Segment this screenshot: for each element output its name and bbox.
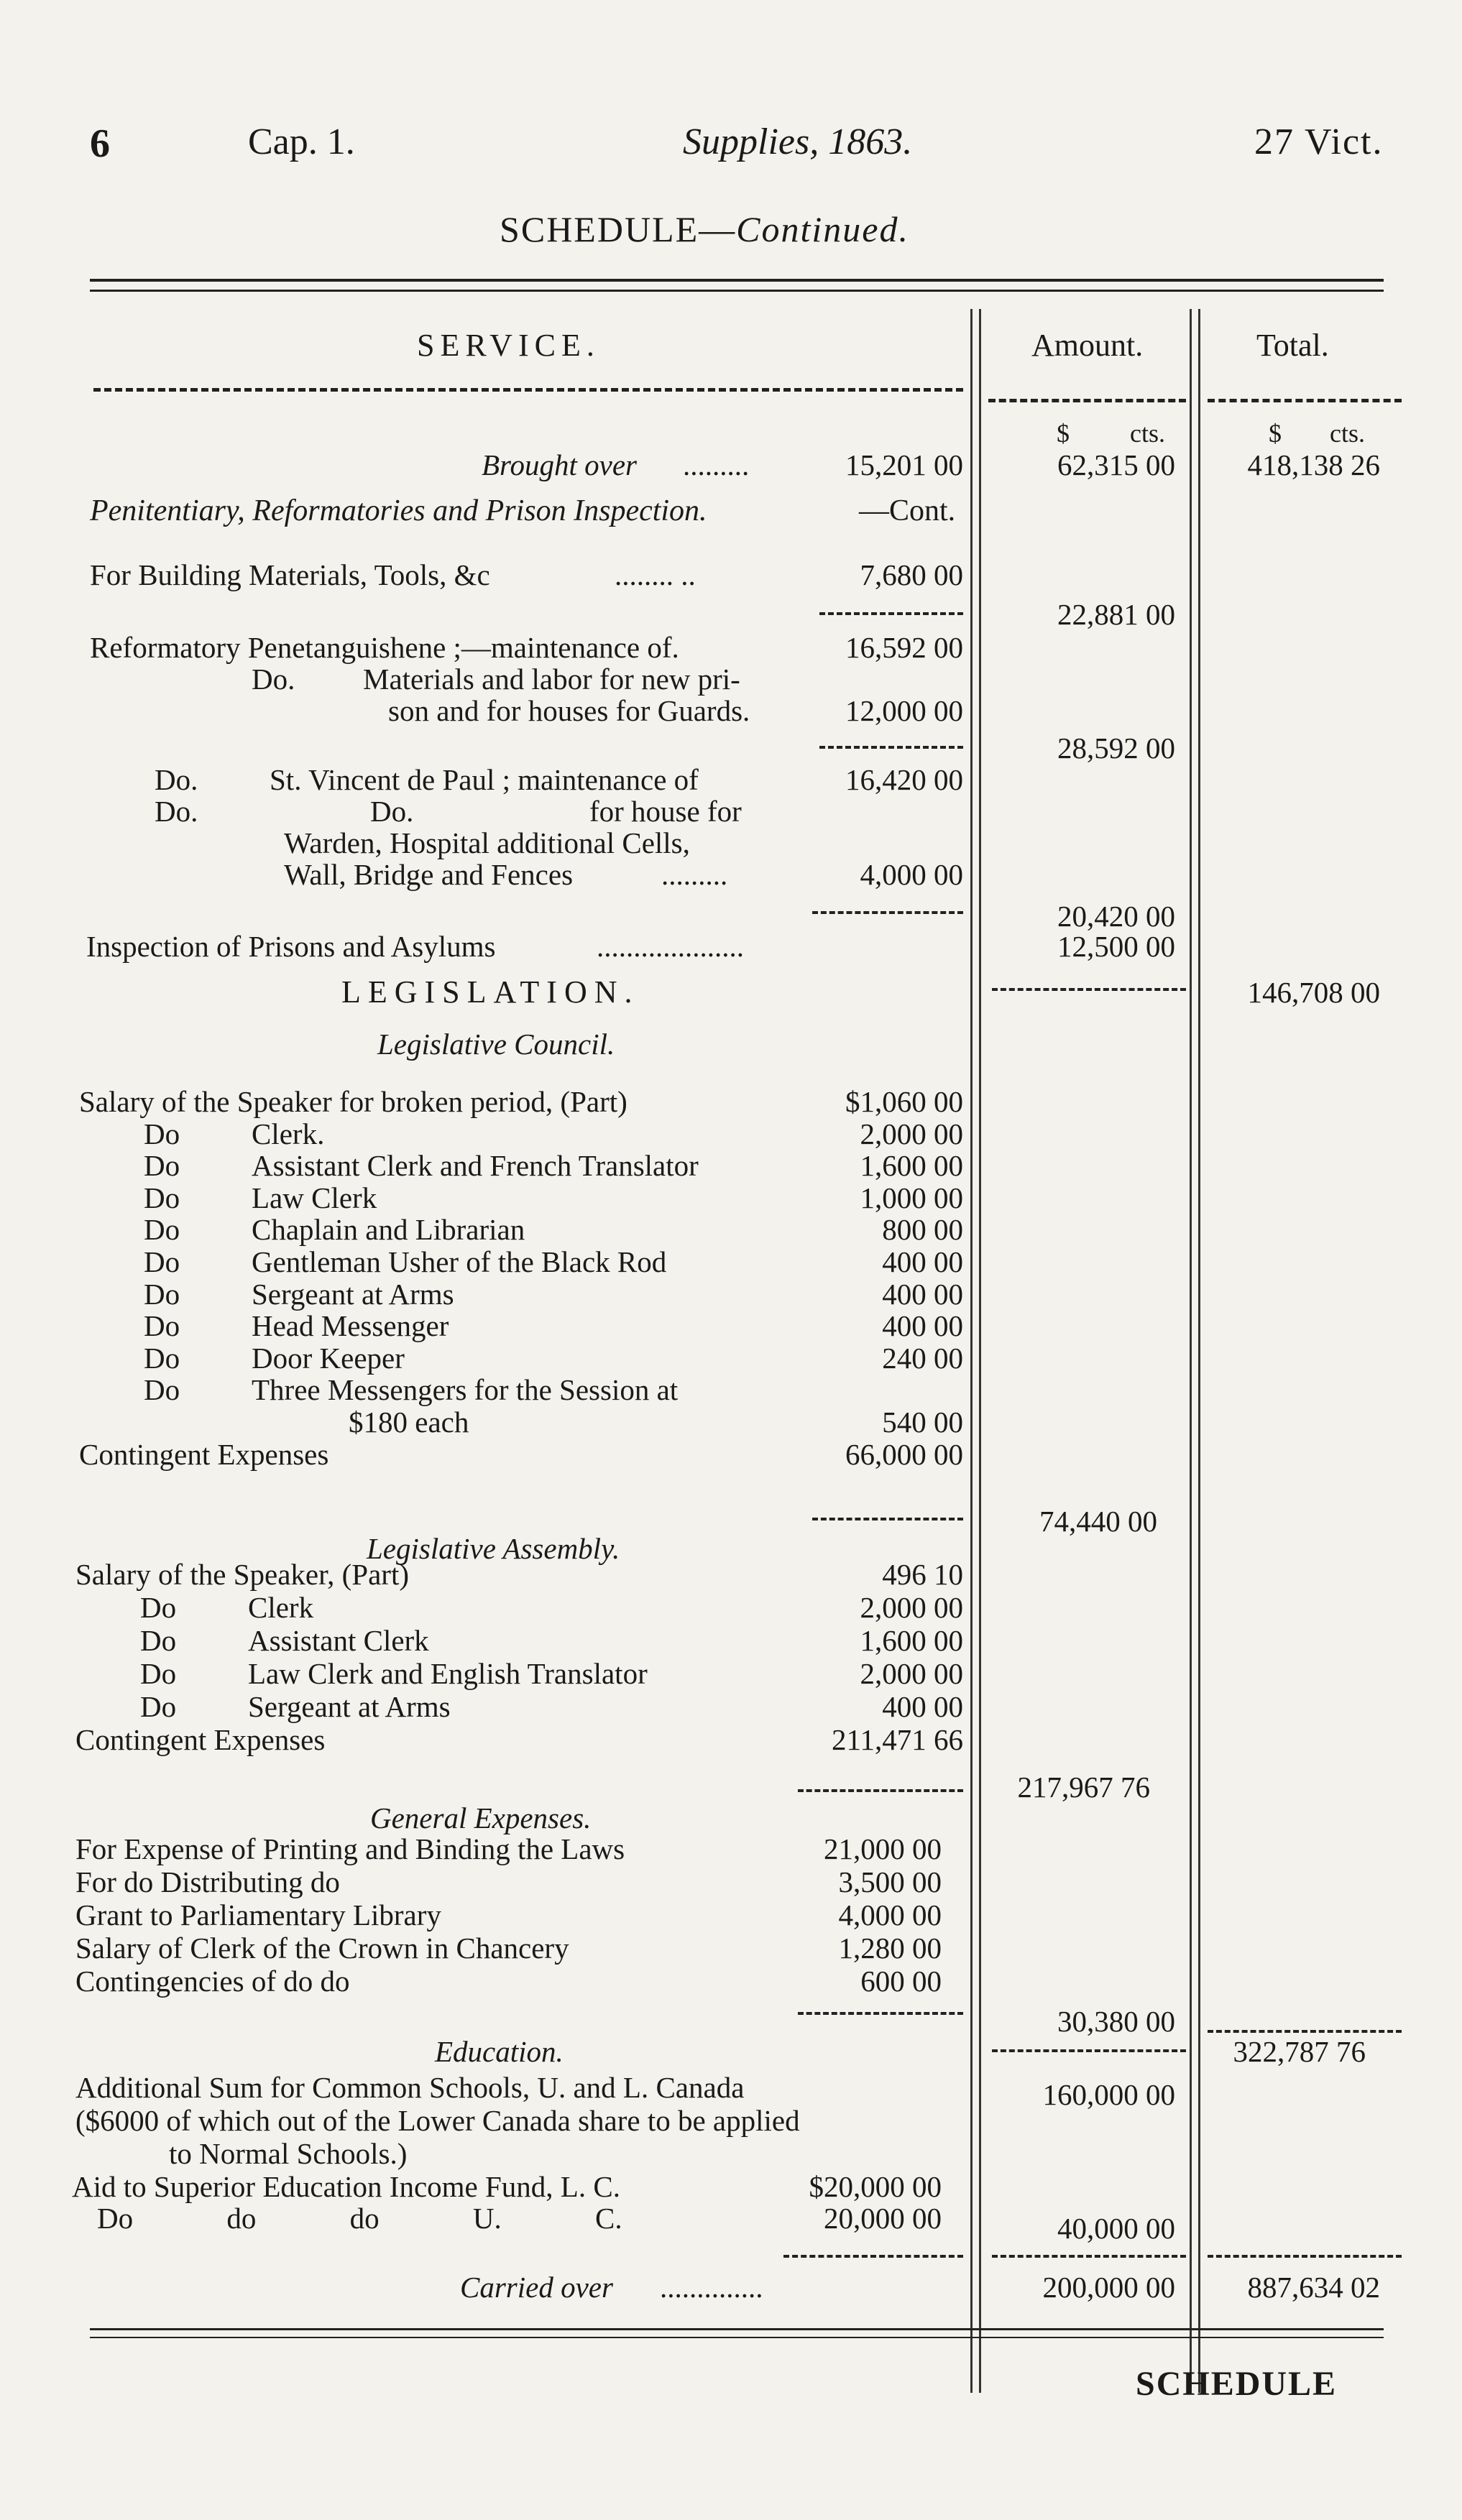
council-item xyxy=(0,1340,1462,1376)
top-rule xyxy=(90,279,1384,282)
regnal-year: 27 Vict. xyxy=(1254,121,1384,162)
amount-dollar-unit: $ xyxy=(1057,419,1070,448)
assembly-item xyxy=(0,1589,1462,1625)
building-row xyxy=(0,557,1462,593)
council-item xyxy=(0,1211,1462,1247)
schedule-title-main: SCHEDULE— xyxy=(500,209,737,249)
page-number: 6 xyxy=(90,121,110,166)
ditto-mark: Do xyxy=(140,1624,177,1657)
ditto-mark: Do. xyxy=(370,795,414,828)
ditto-mark: Do xyxy=(144,1245,180,1278)
ditto-mark: Do xyxy=(144,1149,180,1183)
common-schools-amount: 160,000 00 xyxy=(1042,2078,1175,2111)
assembly-item-label: Law Clerk and English Translator xyxy=(248,1657,648,1690)
council-item-label: Contingent Expenses xyxy=(79,1437,329,1471)
general-item xyxy=(0,1897,1462,1933)
general-item xyxy=(0,1930,1462,1966)
general-item-value: 4,000 00 xyxy=(838,1898,942,1931)
ditto-mark: Do xyxy=(140,1657,177,1690)
st-vincent-sub1: 16,420 00 xyxy=(845,763,963,796)
council-subtotal: 74,440 00 xyxy=(1039,1505,1157,1538)
council-item xyxy=(0,1084,1462,1120)
general-item-label: Salary of Clerk of the Crown in Chancery xyxy=(75,1931,569,1965)
schedule-title xyxy=(0,208,1409,250)
header-rule-total xyxy=(1208,399,1402,402)
general-item xyxy=(0,1831,1462,1867)
council-item-value: 400 00 xyxy=(882,1309,963,1343)
superior-value1: $20,000 00 xyxy=(809,2170,942,2203)
assembly-item xyxy=(0,1722,1462,1758)
council-item xyxy=(0,1308,1462,1344)
ditto-mark: Do xyxy=(144,1213,180,1247)
assembly-item-value: 211,471 66 xyxy=(832,1723,963,1756)
council-item-value: 240 00 xyxy=(882,1341,963,1375)
general-item-value: 600 00 xyxy=(860,1965,942,1998)
carried-over-amount: 200,000 00 xyxy=(1042,2271,1175,2304)
ditto-mark: Do xyxy=(144,1181,180,1214)
education-heading: Education. xyxy=(435,2035,564,2068)
general-item-label: Grant to Parliamentary Library xyxy=(75,1898,441,1931)
council-item xyxy=(0,1148,1462,1183)
council-item-value: 1,000 00 xyxy=(860,1181,963,1214)
carried-over-total: 887,634 02 xyxy=(1247,2271,1380,2304)
ditto-mark: Do xyxy=(144,1277,180,1311)
chapter-label: Cap. 1. xyxy=(248,121,355,162)
reformatory-row xyxy=(0,629,1462,665)
council-item-value: 400 00 xyxy=(882,1245,963,1278)
catchword: SCHEDULE xyxy=(1136,2365,1338,2403)
council-item-label: Assistant Clerk and French Translator xyxy=(252,1149,699,1183)
brought-over-sub: 15,201 00 xyxy=(845,448,963,481)
total-cents-unit: cts. xyxy=(1330,419,1365,448)
council-item xyxy=(0,1180,1462,1216)
assembly-item xyxy=(0,1656,1462,1691)
assembly-item xyxy=(0,1623,1462,1658)
general-subtotal: 30,380 00 xyxy=(1057,2005,1175,2038)
st-vincent-line3: Warden, Hospital additional Cells, xyxy=(284,826,690,859)
superior-value2: 20,000 00 xyxy=(824,2202,942,2235)
brought-over-row xyxy=(0,447,1462,483)
penitentiary-heading: Penitentiary, Reformatories and Prison Inspection. xyxy=(90,494,707,527)
assembly-item-label: Salary of the Speaker, (Part) xyxy=(75,1558,409,1591)
total-rule xyxy=(1208,2030,1402,2033)
st-vincent-line1: St. Vincent de Paul ; maintenance of xyxy=(270,763,699,796)
council-item-value: 400 00 xyxy=(882,1277,963,1311)
assembly-item-label: Clerk xyxy=(248,1591,314,1624)
council-heading: Legislative Council. xyxy=(377,1028,615,1061)
council-item-label: Door Keeper xyxy=(252,1341,405,1375)
assembly-item-label: Assistant Clerk xyxy=(248,1624,429,1657)
leader-dots: ......... xyxy=(661,858,728,891)
materials-line2: son and for houses for Guards. xyxy=(388,694,750,727)
council-item-value: 800 00 xyxy=(882,1213,963,1247)
ditto-mark: Do xyxy=(140,1690,177,1723)
st-vincent-line4: Wall, Bridge and Fences xyxy=(284,858,574,891)
penitentiary-subtotal-2: 28,592 00 xyxy=(1057,731,1175,765)
general-item xyxy=(0,1963,1462,1999)
top-rule-2 xyxy=(90,290,1384,292)
council-item-value: 540 00 xyxy=(882,1406,963,1439)
council-item-value: 66,000 00 xyxy=(845,1437,963,1471)
penitentiary-subtotal-1: 22,881 00 xyxy=(1057,598,1175,631)
leader-dots: ......... xyxy=(683,448,750,481)
council-item-label: $180 each xyxy=(349,1406,469,1439)
general-item-value: 3,500 00 xyxy=(838,1865,942,1898)
council-item-value: 1,600 00 xyxy=(860,1149,963,1183)
header-rule-amount xyxy=(988,399,1186,402)
penitentiary-heading-suffix: —Cont. xyxy=(859,494,956,527)
ditto-mark: Do. xyxy=(252,663,295,696)
carried-rule xyxy=(1208,2255,1402,2258)
running-title: Supplies, 1863. xyxy=(683,121,913,162)
bottom-rule-2 xyxy=(90,2337,1384,2338)
materials-sub: 12,000 00 xyxy=(845,694,963,727)
leader-dots: .................... xyxy=(597,930,744,963)
assembly-item xyxy=(0,1556,1462,1592)
assembly-item-label: Sergeant at Arms xyxy=(248,1690,451,1723)
ditto-mark: Do xyxy=(144,1373,180,1407)
general-item-label: For do Distributing do xyxy=(75,1865,340,1898)
legislation-total: 322,787 76 xyxy=(1233,2035,1366,2068)
assembly-item xyxy=(0,1689,1462,1725)
general-heading: General Expenses. xyxy=(370,1801,592,1834)
penitentiary-total: 146,708 00 xyxy=(1247,976,1380,1009)
general-item-label: For Expense of Printing and Binding the Laws xyxy=(75,1832,625,1865)
council-item-value: 2,000 00 xyxy=(860,1117,963,1150)
common-schools-line2: ($6000 of which out of the Lower Canada share to be applied xyxy=(75,2104,800,2137)
ditto-mark: Do. xyxy=(155,763,198,796)
council-item-label: Head Messenger xyxy=(252,1309,449,1343)
council-item xyxy=(0,1372,1462,1408)
ditto-mark: Do xyxy=(140,1591,177,1624)
council-item-label: Salary of the Speaker for broken period, (Part) xyxy=(79,1085,627,1118)
legislation-heading: LEGISLATION. xyxy=(341,974,640,1010)
council-item-label: Chaplain and Librarian xyxy=(252,1213,525,1247)
total-dollar-unit: $ xyxy=(1269,419,1282,448)
ditto-mark: Do xyxy=(144,1341,180,1375)
superior-amount: 40,000 00 xyxy=(1057,2212,1175,2245)
column-header-amount: Amount. xyxy=(1031,328,1144,363)
st-vincent-line2: for house for xyxy=(589,795,742,828)
ditto-mark: Do xyxy=(144,1309,180,1343)
general-item-value: 21,000 00 xyxy=(824,1832,942,1865)
council-item-value: $1,060 00 xyxy=(845,1085,963,1118)
council-item xyxy=(0,1244,1462,1280)
council-item xyxy=(0,1276,1462,1312)
council-item-label: Clerk. xyxy=(252,1117,325,1150)
council-item xyxy=(0,1116,1462,1152)
leader-dots: ........ .. xyxy=(615,558,696,591)
general-item xyxy=(0,1864,1462,1900)
inspection-label: Inspection of Prisons and Asylums xyxy=(86,930,496,963)
ditto-mark: Do. xyxy=(155,795,198,828)
council-item xyxy=(0,1404,1462,1440)
carried-over-label: Carried over xyxy=(460,2271,613,2304)
carried-rule xyxy=(992,2255,1186,2258)
council-item-label: Sergeant at Arms xyxy=(252,1277,454,1311)
schedule-title-suffix: Continued. xyxy=(736,209,909,249)
carried-rule xyxy=(783,2255,963,2258)
penitentiary-subtotal-3: 20,420 00 xyxy=(1057,900,1175,933)
inspection-amount: 12,500 00 xyxy=(1057,930,1175,963)
carried-over-row xyxy=(0,2269,1462,2305)
reformatory-label: Reformatory Penetanguishene ;—maintenance of. xyxy=(90,631,679,664)
brought-over-total: 418,138 26 xyxy=(1247,448,1380,481)
general-item-value: 1,280 00 xyxy=(838,1931,942,1965)
header-rule-service xyxy=(93,388,963,392)
reformatory-sub: 16,592 00 xyxy=(845,631,963,664)
building-sub: 7,680 00 xyxy=(860,558,963,591)
council-item-label: Three Messengers for the Session at xyxy=(252,1373,679,1407)
bottom-rule xyxy=(90,2328,1384,2330)
council-item xyxy=(0,1436,1462,1472)
building-label: For Building Materials, Tools, &c xyxy=(90,558,490,591)
ditto-mark: Do xyxy=(144,1117,180,1150)
amount-cents-unit: cts. xyxy=(1130,419,1165,448)
council-item-label: Gentleman Usher of the Black Rod xyxy=(252,1245,667,1278)
general-item-label: Contingencies of do do xyxy=(75,1965,350,1998)
assembly-subtotal: 217,967 76 xyxy=(1017,1771,1150,1804)
assembly-item-value: 496 10 xyxy=(882,1558,963,1591)
assembly-item-value: 2,000 00 xyxy=(860,1657,963,1690)
assembly-item-value: 2,000 00 xyxy=(860,1591,963,1624)
superior-line2: Do do do U. C. xyxy=(97,2202,622,2235)
assembly-heading: Legislative Assembly. xyxy=(367,1532,620,1565)
council-item-label: Law Clerk xyxy=(252,1181,377,1214)
common-schools-line3: to Normal Schools.) xyxy=(169,2137,408,2170)
assembly-item-value: 1,600 00 xyxy=(860,1624,963,1657)
brought-over-label: Brought over xyxy=(482,448,637,481)
inspection-row xyxy=(0,928,1462,964)
leader-dots: .............. xyxy=(660,2271,763,2304)
materials-line1: Materials and labor for new pri- xyxy=(363,663,740,696)
st-vincent-sub2: 4,000 00 xyxy=(860,858,963,891)
assembly-item-label: Contingent Expenses xyxy=(75,1723,326,1756)
assembly-item-value: 400 00 xyxy=(882,1690,963,1723)
brought-over-amount: 62,315 00 xyxy=(1057,448,1175,481)
common-schools-line1: Additional Sum for Common Schools, U. and L. Canada xyxy=(75,2071,745,2104)
column-header-total: Total. xyxy=(1256,328,1329,363)
superior-line1: Aid to Superior Education Income Fund, L. C. xyxy=(72,2170,620,2203)
column-header-service: SERVICE. xyxy=(417,328,600,363)
